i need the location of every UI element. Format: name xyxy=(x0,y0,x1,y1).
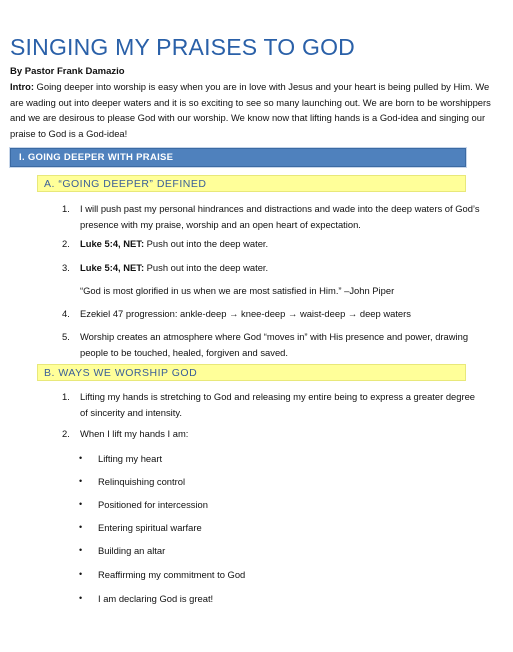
bullet-text: Reaffirming my commitment to God xyxy=(98,569,246,580)
byline: By Pastor Frank Damazio xyxy=(10,66,125,77)
item-number: 2. xyxy=(62,428,70,439)
bullet-icon: • xyxy=(79,453,83,463)
subsection-heading-a: A. “GOING DEEPER” DEFINED xyxy=(37,175,466,192)
item-number: 5. xyxy=(62,331,70,342)
item-number: 4. xyxy=(62,308,70,319)
bullet-text: I am declaring God is great! xyxy=(98,593,214,604)
bullet-icon: • xyxy=(79,545,83,555)
item-text: Ezekiel 47 progression: ankle-deep → knee-deep → waist-deep → deep waters xyxy=(80,308,411,319)
item-text: Push out into the deep water. xyxy=(144,262,269,273)
bullet-text: Building an altar xyxy=(98,545,166,556)
arrow-right-icon: → xyxy=(229,308,239,319)
item-number: 1. xyxy=(62,203,70,214)
item-number: 2. xyxy=(62,238,70,249)
item-text: When I lift my hands I am: xyxy=(80,428,189,439)
scripture-ref: Luke 5:4, NET: xyxy=(80,262,145,273)
item-text: I will push past my personal hindrances and distractions and wade into the deep waters of God’s presence with my praise, worship and an open heart of expectation. xyxy=(80,203,480,230)
bullet-icon: • xyxy=(79,522,83,532)
item-number: 1. xyxy=(62,391,70,402)
bullet-icon: • xyxy=(79,569,83,579)
bullet-text: Positioned for intercession xyxy=(98,499,208,510)
bullet-icon: • xyxy=(79,593,83,603)
item-text: Lifting my hands is stretching to God and releasing my entire being to express a greater degree of sincerity and intensity. xyxy=(80,391,476,418)
subsection-heading-b: B. WAYS WE WORSHIP GOD xyxy=(37,364,466,381)
scripture-ref: Luke 5:4, NET: xyxy=(80,238,145,249)
intro-text: Going deeper into worship is easy when you are in love with Jesus and your heart is being pulled by Him. We are wading out into deeper waters and it is so exciting to see so many launching out. We are born to be worshippers and we are desirous to please God with our worship. We know now that lifting hands is a God-idea and singing our praise to God is a God-idea! xyxy=(10,81,491,139)
bullet-icon: • xyxy=(79,476,83,486)
bullet-icon: • xyxy=(79,499,83,509)
intro-paragraph xyxy=(10,79,502,141)
bullet-text: Entering spiritual warfare xyxy=(98,522,202,533)
arrow-right-icon: → xyxy=(347,308,358,319)
quote-text: “God is most glorified in us when we are most satisfied in Him.” –John Piper xyxy=(80,285,395,296)
page-title: SINGING MY PRAISES TO GOD xyxy=(10,34,355,60)
bullet-text: Lifting my heart xyxy=(98,453,163,464)
item-number: 3. xyxy=(62,262,70,273)
intro-label: Intro: xyxy=(10,81,34,92)
section-heading-1: I. GOING DEEPER WITH PRAISE xyxy=(10,148,466,167)
arrow-right-icon: → xyxy=(287,308,298,319)
bullet-text: Relinquishing control xyxy=(98,476,186,487)
item-text: Push out into the deep water. xyxy=(144,238,269,249)
item-text: Worship creates an atmosphere where God “moves in” with His presence and power, drawing people to be touched, healed, forgiven and saved. xyxy=(80,331,469,358)
